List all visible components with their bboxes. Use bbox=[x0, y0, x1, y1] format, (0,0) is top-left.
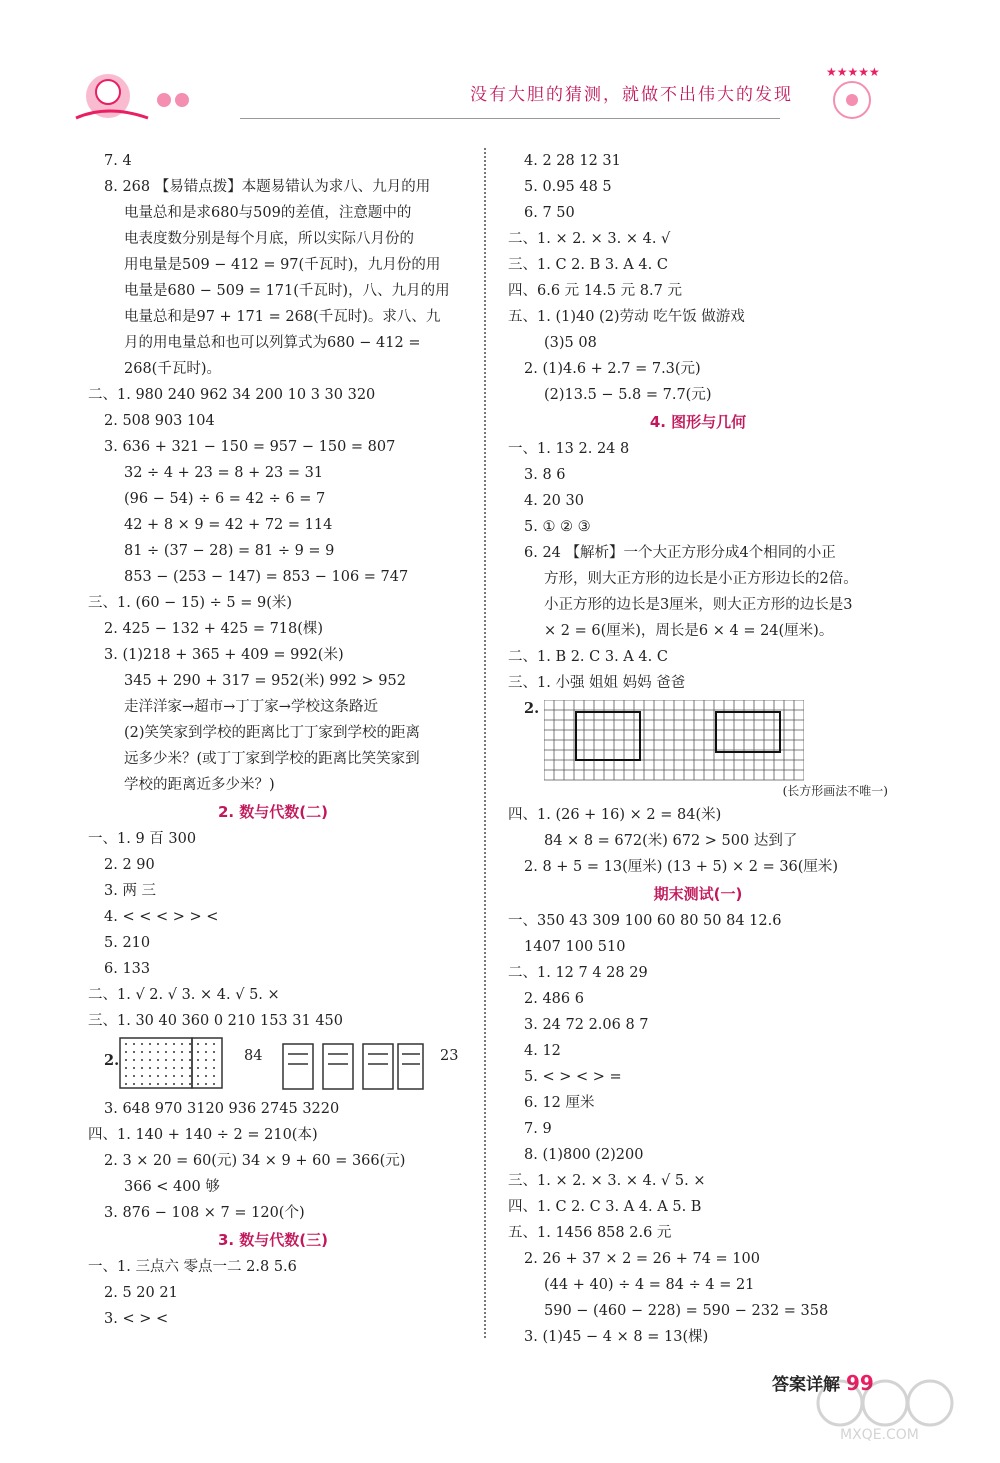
left-figure-value-2: 23 bbox=[440, 1048, 459, 1064]
answer-line: 8. 268 【易错点拨】本题易错认为求八、九月的用 bbox=[104, 179, 431, 195]
answer-line: 用电量是509 − 412 = 97(千瓦时)，九月份的用 bbox=[124, 257, 441, 273]
page-number: 99 bbox=[846, 1371, 874, 1395]
answer-line: 84 × 8 = 672(米) 672 > 500 达到了 bbox=[544, 833, 798, 849]
dot-grid-figure bbox=[118, 1036, 228, 1092]
answer-line: 3. < > < bbox=[104, 1311, 169, 1327]
answer-line: 2. 26 + 37 × 2 = 26 + 74 = 100 bbox=[524, 1251, 760, 1267]
grid-dot bbox=[141, 1067, 143, 1069]
grid-dot bbox=[197, 1083, 199, 1085]
answer-line: 268(千瓦时)。 bbox=[124, 361, 221, 377]
answer-line: 590 − (460 − 228) = 590 − 232 = 358 bbox=[544, 1303, 829, 1319]
answer-line: 电量是680 − 509 = 171(千瓦时)，八、九月的用 bbox=[124, 283, 450, 299]
answer-line: 3. 24 72 2.06 8 7 bbox=[524, 1017, 649, 1033]
answer-line: 2. 508 903 104 bbox=[104, 413, 215, 429]
answer-line: 四、1. 140 + 140 ÷ 2 = 210(本) bbox=[88, 1127, 318, 1143]
left-figure-label: 2. bbox=[104, 1052, 120, 1069]
grid-dot bbox=[133, 1051, 135, 1053]
answer-line: 8. (1)800 (2)200 bbox=[524, 1147, 644, 1163]
grid-dot bbox=[133, 1067, 135, 1069]
answer-line: 3. 8 6 bbox=[524, 467, 566, 483]
header-rule bbox=[240, 118, 780, 119]
answer-line: 二、1. B 2. C 3. A 4. C bbox=[508, 649, 668, 665]
grid-dot bbox=[149, 1043, 151, 1045]
answer-line: 走洋洋家→超市→丁丁家→学校这条路近 bbox=[124, 699, 378, 715]
grid-dot bbox=[205, 1043, 207, 1045]
answer-line: 四、1. C 2. C 3. A 4. A 5. B bbox=[508, 1199, 702, 1215]
grid-dot bbox=[189, 1051, 191, 1053]
answer-line: 3. (1)218 + 365 + 409 = 992(米) bbox=[104, 647, 344, 663]
answer-line: 2. 8 + 5 = 13(厘米) (13 + 5) × 2 = 36(厘米) bbox=[524, 859, 839, 875]
grid-rectangles-figure bbox=[544, 700, 804, 784]
grid-dot bbox=[197, 1067, 199, 1069]
grid-dot bbox=[181, 1059, 183, 1061]
abacus-figure bbox=[278, 1034, 428, 1094]
grid-dot bbox=[165, 1051, 167, 1053]
answer-line: 6. 7 50 bbox=[524, 205, 575, 221]
grid-dot bbox=[205, 1075, 207, 1077]
answer-line: (2)13.5 − 5.8 = 7.7(元) bbox=[544, 387, 712, 403]
grid-dot bbox=[133, 1043, 135, 1045]
answer-line: 4. 2 28 12 31 bbox=[524, 153, 621, 169]
answer-line: 5. 210 bbox=[104, 935, 151, 951]
grid-dot bbox=[173, 1059, 175, 1061]
answer-line: 4. < < < > > < bbox=[104, 909, 219, 925]
grid-dot bbox=[205, 1067, 207, 1069]
column-divider bbox=[484, 148, 486, 1338]
answer-line: 一、1. 三点六 零点一二 2.8 5.6 bbox=[88, 1259, 297, 1275]
grid-dot bbox=[157, 1051, 159, 1053]
grid-dot bbox=[173, 1075, 175, 1077]
section-heading: 2. 数与代数(二) bbox=[217, 803, 329, 821]
answer-line: 电量总和是求680与509的差值，注意题中的 bbox=[124, 205, 412, 221]
right-figure-row bbox=[508, 696, 888, 802]
grid-dot bbox=[141, 1051, 143, 1053]
answer-line: 345 + 290 + 317 = 952(米) 992 > 952 bbox=[124, 673, 406, 689]
grid-dot bbox=[165, 1059, 167, 1061]
grid-dot bbox=[173, 1067, 175, 1069]
answer-line: 二、1. × 2. × 3. × 4. √ bbox=[508, 231, 671, 247]
grid-dot bbox=[181, 1083, 183, 1085]
grid-dot bbox=[149, 1067, 151, 1069]
answer-line: 方形，则大正方形的边长是小正方形边长的2倍。 bbox=[544, 571, 858, 587]
grid-dot bbox=[125, 1083, 127, 1085]
answer-line: 5. ① ② ③ bbox=[524, 519, 591, 535]
answer-line: 5. < > < > = bbox=[524, 1069, 622, 1085]
grid-dot bbox=[189, 1067, 191, 1069]
grid-dot bbox=[213, 1059, 215, 1061]
grid-dot bbox=[165, 1067, 167, 1069]
answer-line: (2)笑笑家到学校的距离比丁丁家到学校的距离 bbox=[124, 725, 421, 741]
answer-line: 2. 3 × 20 = 60(元) 34 × 9 + 60 = 366(元) bbox=[104, 1153, 406, 1169]
answer-line: 电量总和是97 + 171 = 268(千瓦时)。求八、九 bbox=[124, 309, 441, 325]
answer-line: 三、1. × 2. × 3. × 4. √ 5. × bbox=[508, 1173, 706, 1189]
answer-line: 3. 两 三 bbox=[104, 883, 157, 899]
answer-line: 81 ÷ (37 − 28) = 81 ÷ 9 = 9 bbox=[124, 543, 335, 559]
svg-text:★★★★★: ★★★★★ bbox=[826, 65, 880, 79]
answer-line: 2. 486 6 bbox=[524, 991, 584, 1007]
grid-dot bbox=[181, 1067, 183, 1069]
section-heading: 3. 数与代数(三) bbox=[217, 1231, 329, 1249]
answer-line: 5. 0.95 48 5 bbox=[524, 179, 612, 195]
grid-dot bbox=[157, 1059, 159, 1061]
answer-line: 四、6.6 元 14.5 元 8.7 元 bbox=[508, 283, 682, 299]
answer-line: 三、1. C 2. B 3. A 4. C bbox=[508, 257, 668, 273]
grid-dot bbox=[141, 1059, 143, 1061]
answer-line: (44 + 40) ÷ 4 = 84 ÷ 4 = 21 bbox=[544, 1277, 755, 1293]
grid-dot bbox=[205, 1083, 207, 1085]
left-answers-2 bbox=[88, 1096, 458, 1332]
answer-line: (96 − 54) ÷ 6 = 42 ÷ 6 = 7 bbox=[124, 491, 326, 507]
answer-line: 42 + 8 × 9 = 42 + 72 = 114 bbox=[124, 517, 333, 533]
answer-line: 7. 9 bbox=[524, 1121, 552, 1137]
answer-line: 6. 24 【解析】一个大正方形分成4个相同的小正 bbox=[524, 545, 836, 561]
answer-line: 4. 20 30 bbox=[524, 493, 584, 509]
watermark-text: MXQE.COM bbox=[840, 1427, 919, 1443]
answer-line: 6. 133 bbox=[104, 961, 151, 977]
grid-dot bbox=[213, 1075, 215, 1077]
grid-dot bbox=[181, 1043, 183, 1045]
section-heading: 4. 图形与几何 bbox=[649, 413, 747, 431]
grid-dot bbox=[213, 1051, 215, 1053]
grid-dot bbox=[133, 1075, 135, 1077]
grid-dot bbox=[173, 1083, 175, 1085]
grid-dot bbox=[197, 1043, 199, 1045]
grid-dot bbox=[157, 1067, 159, 1069]
answer-line: 2. 425 − 132 + 425 = 718(棵) bbox=[104, 621, 324, 637]
answer-line: 一、350 43 309 100 60 80 50 84 12.6 bbox=[508, 913, 782, 929]
grid-dot bbox=[149, 1059, 151, 1061]
answer-line: 一、1. 13 2. 24 8 bbox=[508, 441, 630, 457]
right-column bbox=[508, 148, 888, 1350]
left-answers bbox=[88, 148, 458, 1034]
figure-note: (长方形画法不唯一) bbox=[782, 784, 888, 798]
left-column bbox=[88, 148, 458, 1332]
header-logo bbox=[68, 60, 208, 130]
grid-dot bbox=[189, 1059, 191, 1061]
answer-line: 学校的距离近多少米？) bbox=[124, 777, 275, 793]
grid-dot bbox=[213, 1083, 215, 1085]
grid-dot bbox=[125, 1067, 127, 1069]
answer-line: 6. 12 厘米 bbox=[524, 1095, 595, 1111]
answer-line: 366 < 400 够 bbox=[124, 1179, 220, 1195]
grid-dot bbox=[157, 1075, 159, 1077]
grid-dot bbox=[125, 1043, 127, 1045]
answer-line: 月的用电量总和也可以列算式为680 − 412 = bbox=[124, 335, 421, 351]
grid-dot bbox=[197, 1075, 199, 1077]
grid-dot bbox=[181, 1051, 183, 1053]
header-badge bbox=[812, 62, 892, 122]
grid-dot bbox=[149, 1083, 151, 1085]
grid-dot bbox=[133, 1083, 135, 1085]
grid-dot bbox=[125, 1059, 127, 1061]
answer-line: 二、1. 12 7 4 28 29 bbox=[508, 965, 648, 981]
grid-dot bbox=[157, 1043, 159, 1045]
answer-line: × 2 = 6(厘米)，周长是6 × 4 = 24(厘米)。 bbox=[544, 623, 834, 639]
section-heading: 期末测试(一) bbox=[653, 885, 743, 903]
answer-line: (3)5 08 bbox=[544, 335, 597, 351]
answer-line: 电表度数分别是每个月底，所以实际八月份的 bbox=[124, 231, 414, 247]
grid-dot bbox=[213, 1043, 215, 1045]
answer-line: 32 ÷ 4 + 23 = 8 + 23 = 31 bbox=[124, 465, 324, 481]
grid-dot bbox=[165, 1075, 167, 1077]
answer-line: 2. (1)4.6 + 2.7 = 7.3(元) bbox=[524, 361, 701, 377]
grid-dot bbox=[125, 1051, 127, 1053]
answer-line: 三、1. 小强 姐姐 妈妈 爸爸 bbox=[508, 675, 686, 691]
answer-line: 3. 876 − 108 × 7 = 120(个) bbox=[104, 1205, 305, 1221]
grid-dot bbox=[173, 1051, 175, 1053]
right-answers-2 bbox=[508, 802, 888, 1350]
grid-dot bbox=[165, 1043, 167, 1045]
answer-line: 3. 636 + 321 − 150 = 957 − 150 = 807 bbox=[104, 439, 396, 455]
grid-dot bbox=[141, 1075, 143, 1077]
answer-line: 五、1. 1456 858 2.6 元 bbox=[508, 1225, 672, 1241]
answer-line: 3. (1)45 − 4 × 8 = 13(棵) bbox=[524, 1329, 709, 1345]
answer-line: 2. 2 90 bbox=[104, 857, 155, 873]
answer-line: 1407 100 510 bbox=[524, 939, 626, 955]
answer-line: 一、1. 9 百 300 bbox=[88, 831, 197, 847]
answer-line: 4. 12 bbox=[524, 1043, 561, 1059]
grid-dot bbox=[125, 1075, 127, 1077]
answer-line: 2. 5 20 21 bbox=[104, 1285, 178, 1301]
left-figure-row bbox=[88, 1034, 458, 1096]
answer-line: 五、1. (1)40 (2)劳动 吃午饭 做游戏 bbox=[508, 309, 745, 325]
answer-line: 小正方形的边长是3厘米，则大正方形的边长是3 bbox=[544, 597, 853, 613]
grid-dot bbox=[189, 1083, 191, 1085]
answer-line: 三、1. 30 40 360 0 210 153 31 450 bbox=[88, 1013, 343, 1029]
grid-dot bbox=[205, 1059, 207, 1061]
grid-dot bbox=[197, 1051, 199, 1053]
answer-line: 853 − (253 − 147) = 853 − 106 = 747 bbox=[124, 569, 409, 585]
footer-label: 答案详解 bbox=[772, 1375, 840, 1395]
header-motto: 没有大胆的猜测，就做不出伟大的发现 bbox=[470, 85, 793, 105]
grid-dot bbox=[197, 1059, 199, 1061]
right-figure-label: 2. bbox=[524, 700, 540, 717]
grid-dot bbox=[213, 1067, 215, 1069]
grid-dot bbox=[189, 1043, 191, 1045]
grid-dot bbox=[173, 1043, 175, 1045]
answer-line: 三、1. (60 − 15) ÷ 5 = 9(米) bbox=[88, 595, 293, 611]
grid-dot bbox=[149, 1075, 151, 1077]
grid-dot bbox=[157, 1083, 159, 1085]
right-answers bbox=[508, 148, 888, 696]
grid-dot bbox=[141, 1043, 143, 1045]
grid-dot bbox=[149, 1051, 151, 1053]
answer-line: 远多少米？(或丁丁家到学校的距离比笑笑家到 bbox=[124, 751, 420, 767]
grid-dot bbox=[165, 1083, 167, 1085]
answer-line: 四、1. (26 + 16) × 2 = 84(米) bbox=[508, 807, 722, 823]
grid-dot bbox=[189, 1075, 191, 1077]
grid-dot bbox=[205, 1051, 207, 1053]
watermark-logo bbox=[810, 1373, 970, 1443]
answer-line: 二、1. √ 2. √ 3. × 4. √ 5. × bbox=[88, 987, 280, 1003]
grid-dot bbox=[181, 1075, 183, 1077]
grid-dot bbox=[141, 1083, 143, 1085]
answer-line: 3. 648 970 3120 936 2745 3220 bbox=[104, 1101, 340, 1117]
answer-line: 二、1. 980 240 962 34 200 10 3 30 320 bbox=[88, 387, 376, 403]
answer-line: 7. 4 bbox=[104, 153, 132, 169]
left-figure-value-1: 84 bbox=[244, 1048, 263, 1064]
grid-dot bbox=[133, 1059, 135, 1061]
